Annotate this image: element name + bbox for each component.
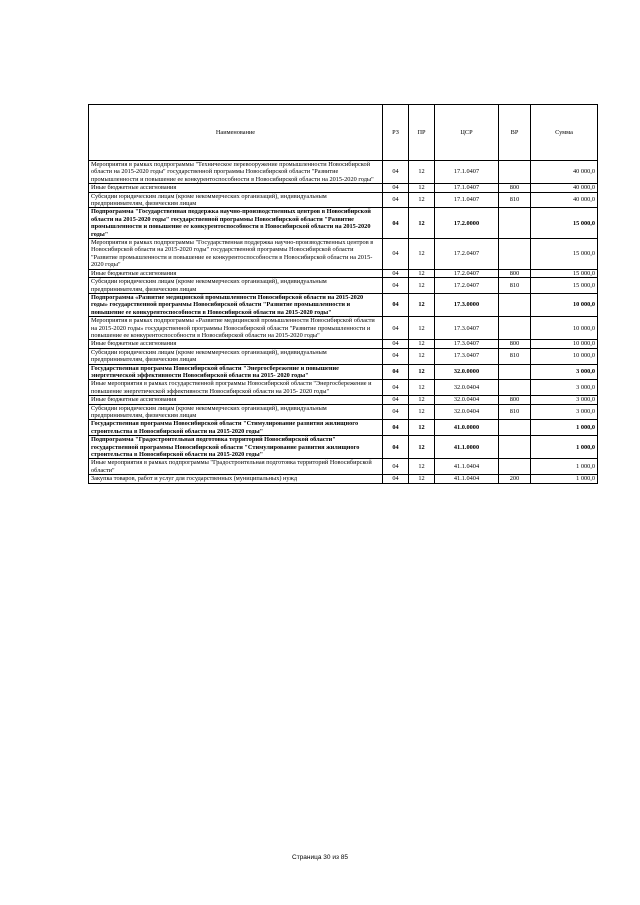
cell-rz: 04 (383, 459, 409, 475)
cell-csr: 17.3.0407 (435, 348, 499, 364)
cell-pr: 12 (409, 239, 435, 270)
cell-csr: 17.2.0407 (435, 239, 499, 270)
cell-sum: 10 000,0 (531, 340, 598, 348)
cell-name: Закупка товаров, работ и услуг для государственных (муниципальных) нужд (89, 475, 383, 483)
cell-vr (499, 420, 531, 436)
page-number: Страница 30 из 85 (292, 854, 348, 861)
cell-sum: 3 000,0 (531, 404, 598, 420)
table-row (89, 396, 598, 404)
cell-pr: 12 (409, 348, 435, 364)
cell-sum: 1 000,0 (531, 420, 598, 436)
cell-name: Иные бюджетные ассигнования (89, 340, 383, 348)
cell-vr: 810 (499, 404, 531, 420)
header-pr: ПР (409, 105, 435, 161)
cell-rz: 04 (383, 475, 409, 483)
cell-sum: 15 000,0 (531, 269, 598, 277)
cell-sum: 1 000,0 (531, 436, 598, 459)
cell-name: Иные мероприятия в рамках подпрограммы "Градостроительная подготовка территорий Новосибирской области" (89, 459, 383, 475)
cell-csr: 17.3.0407 (435, 317, 499, 340)
cell-rz: 04 (383, 340, 409, 348)
cell-sum: 1 000,0 (531, 475, 598, 483)
cell-vr: 810 (499, 348, 531, 364)
cell-pr: 12 (409, 208, 435, 239)
cell-rz: 04 (383, 208, 409, 239)
table-row (89, 208, 598, 239)
cell-csr: 17.1.0407 (435, 184, 499, 192)
table-row (89, 293, 598, 316)
cell-pr: 12 (409, 340, 435, 348)
table-header-row (89, 105, 598, 161)
cell-vr (499, 293, 531, 316)
cell-vr (499, 317, 531, 340)
cell-csr: 17.3.0000 (435, 293, 499, 316)
cell-name: Иные бюджетные ассигнования (89, 269, 383, 277)
cell-sum: 3 000,0 (531, 396, 598, 404)
cell-name: Мероприятия в рамках подпрограммы "Государственная поддержка научно-производственных центров в Новосибирской области на 2015-2020 годы" государственной программы Новосибирской области "Развитие промышленности и повышение ее конкурентоспособности в Новосибирской области на 2015-2020 годы" (89, 239, 383, 270)
cell-pr: 12 (409, 459, 435, 475)
cell-sum: 10 000,0 (531, 348, 598, 364)
cell-csr: 17.1.0407 (435, 161, 499, 184)
cell-rz: 04 (383, 269, 409, 277)
cell-vr: 800 (499, 269, 531, 277)
cell-name: Подпрограмма "Градостроительная подготовка территорий Новосибирской области" государственной программы Новосибирской области "Стимулирование развития жилищного строительства в Новосибирской области на 2015-2020 годы" (89, 436, 383, 459)
cell-pr: 12 (409, 380, 435, 396)
table-row (89, 364, 598, 380)
table-row (89, 161, 598, 184)
cell-rz: 04 (383, 364, 409, 380)
cell-sum: 10 000,0 (531, 293, 598, 316)
cell-csr: 41.0.0000 (435, 420, 499, 436)
cell-rz: 04 (383, 192, 409, 208)
cell-csr: 17.2.0407 (435, 269, 499, 277)
cell-name: Мероприятия в рамках подпрограммы "Техническое перевооружение промышленности Новосибирской области на 2015-2020 годы" государственной программы Новосибирской области "Развитие промышленности и повышение ее конкурентоспособности в Новосибирской области на 2015-2020 годы" (89, 161, 383, 184)
cell-pr: 12 (409, 269, 435, 277)
table-row (89, 184, 598, 192)
table-row (89, 404, 598, 420)
cell-sum: 40 000,0 (531, 184, 598, 192)
table-row (89, 348, 598, 364)
cell-csr: 32.0.0404 (435, 380, 499, 396)
cell-pr: 12 (409, 161, 435, 184)
cell-sum: 15 000,0 (531, 239, 598, 270)
cell-rz: 04 (383, 239, 409, 270)
table-row (89, 459, 598, 475)
table-row (89, 380, 598, 396)
cell-vr: 810 (499, 278, 531, 294)
table-row (89, 340, 598, 348)
table-row (89, 475, 598, 483)
cell-name: Подпрограмма "Государственная поддержка научно-производственных центров в Новосибирской области на 2015-2020 годы" государственной программы Новосибирской области "Развитие промышленности и повышение ее конкурентоспособности в Новосибирской области на 2015-2020 годы" (89, 208, 383, 239)
cell-csr: 32.0.0404 (435, 396, 499, 404)
cell-vr (499, 380, 531, 396)
cell-rz: 04 (383, 404, 409, 420)
header-sum: Сумма (531, 105, 598, 161)
cell-csr: 41.1.0404 (435, 475, 499, 483)
cell-rz: 04 (383, 184, 409, 192)
cell-vr: 800 (499, 396, 531, 404)
cell-sum: 1 000,0 (531, 459, 598, 475)
header-vr: ВР (499, 105, 531, 161)
cell-rz: 04 (383, 380, 409, 396)
cell-csr: 17.3.0407 (435, 340, 499, 348)
cell-rz: 04 (383, 293, 409, 316)
cell-csr: 17.2.0407 (435, 278, 499, 294)
cell-pr: 12 (409, 278, 435, 294)
cell-rz: 04 (383, 161, 409, 184)
cell-pr: 12 (409, 184, 435, 192)
cell-csr: 32.0.0000 (435, 364, 499, 380)
cell-vr: 800 (499, 340, 531, 348)
cell-name: Государственная программа Новосибирской области "Стимулирование развития жилищного строительства в Новосибирской области на 2015-2020 годы" (89, 420, 383, 436)
cell-pr: 12 (409, 317, 435, 340)
header-rz: РЗ (383, 105, 409, 161)
cell-vr (499, 364, 531, 380)
cell-name: Государственная программа Новосибирской области "Энергосбережение и повышение энергетической эффективности Новосибирской области на 2015- 2020 годы" (89, 364, 383, 380)
cell-sum: 10 000,0 (531, 317, 598, 340)
cell-csr: 17.1.0407 (435, 192, 499, 208)
cell-rz: 04 (383, 278, 409, 294)
cell-vr (499, 436, 531, 459)
cell-pr: 12 (409, 420, 435, 436)
table-body (89, 161, 598, 484)
cell-name: Иные бюджетные ассигнования (89, 184, 383, 192)
cell-vr: 810 (499, 192, 531, 208)
cell-name: Подпрограмма «Развитие медицинской промышленности Новосибирской области на 2015-2020 годы» государственной программы Новосибирской области "Развитие промышленности и повышение ее конкурентоспособности в Новосибирской области на 2015-2020 годы" (89, 293, 383, 316)
header-csr: ЦСР (435, 105, 499, 161)
cell-csr: 32.0.0404 (435, 404, 499, 420)
cell-sum: 15 000,0 (531, 278, 598, 294)
cell-name: Субсидии юридическим лицам (кроме некоммерческих организаций), индивидуальным предпринимателям, физическим лицам (89, 192, 383, 208)
table-row (89, 239, 598, 270)
table-row (89, 269, 598, 277)
table-row (89, 317, 598, 340)
cell-pr: 12 (409, 293, 435, 316)
cell-sum: 3 000,0 (531, 364, 598, 380)
budget-table (88, 104, 598, 484)
cell-name: Субсидии юридическим лицам (кроме некоммерческих организаций), индивидуальным предпринимателям, физическим лицам (89, 348, 383, 364)
cell-name: Иные бюджетные ассигнования (89, 396, 383, 404)
cell-name: Субсидии юридическим лицам (кроме некоммерческих организаций), индивидуальным предпринимателям, физическим лицам (89, 278, 383, 294)
cell-pr: 12 (409, 475, 435, 483)
table-row (89, 278, 598, 294)
cell-csr: 41.1.0000 (435, 436, 499, 459)
cell-vr (499, 459, 531, 475)
cell-sum: 3 000,0 (531, 380, 598, 396)
cell-sum: 40 000,0 (531, 161, 598, 184)
cell-vr (499, 239, 531, 270)
cell-vr (499, 161, 531, 184)
cell-rz: 04 (383, 348, 409, 364)
cell-pr: 12 (409, 192, 435, 208)
table-row (89, 420, 598, 436)
cell-name: Субсидии юридическим лицам (кроме некоммерческих организаций), индивидуальным предпринимателям, физическим лицам (89, 404, 383, 420)
cell-vr: 800 (499, 184, 531, 192)
cell-rz: 04 (383, 420, 409, 436)
cell-pr: 12 (409, 404, 435, 420)
cell-pr: 12 (409, 436, 435, 459)
cell-rz: 04 (383, 317, 409, 340)
cell-name: Иные мероприятия в рамках государственной программы Новосибирской области "Энергосбережение и повышение энергетической эффективности Новосибирской области на 2015- 2020 годы" (89, 380, 383, 396)
cell-sum: 15 000,0 (531, 208, 598, 239)
cell-name: Мероприятия в рамках подпрограммы «Развитие медицинской промышленности Новосибирской области на 2015-2020 годы» государственной программы Новосибирской области "Развитие промышленности и повышение ее конкурентоспособности в Новосибирской области на 2015-2020 годы" (89, 317, 383, 340)
cell-vr: 200 (499, 475, 531, 483)
cell-pr: 12 (409, 364, 435, 380)
cell-sum: 40 000,0 (531, 192, 598, 208)
cell-rz: 04 (383, 396, 409, 404)
cell-rz: 04 (383, 436, 409, 459)
cell-csr: 41.1.0404 (435, 459, 499, 475)
cell-pr: 12 (409, 396, 435, 404)
table-row (89, 436, 598, 459)
cell-vr (499, 208, 531, 239)
cell-csr: 17.2.0000 (435, 208, 499, 239)
header-name: Наименование (89, 105, 383, 161)
table-row (89, 192, 598, 208)
